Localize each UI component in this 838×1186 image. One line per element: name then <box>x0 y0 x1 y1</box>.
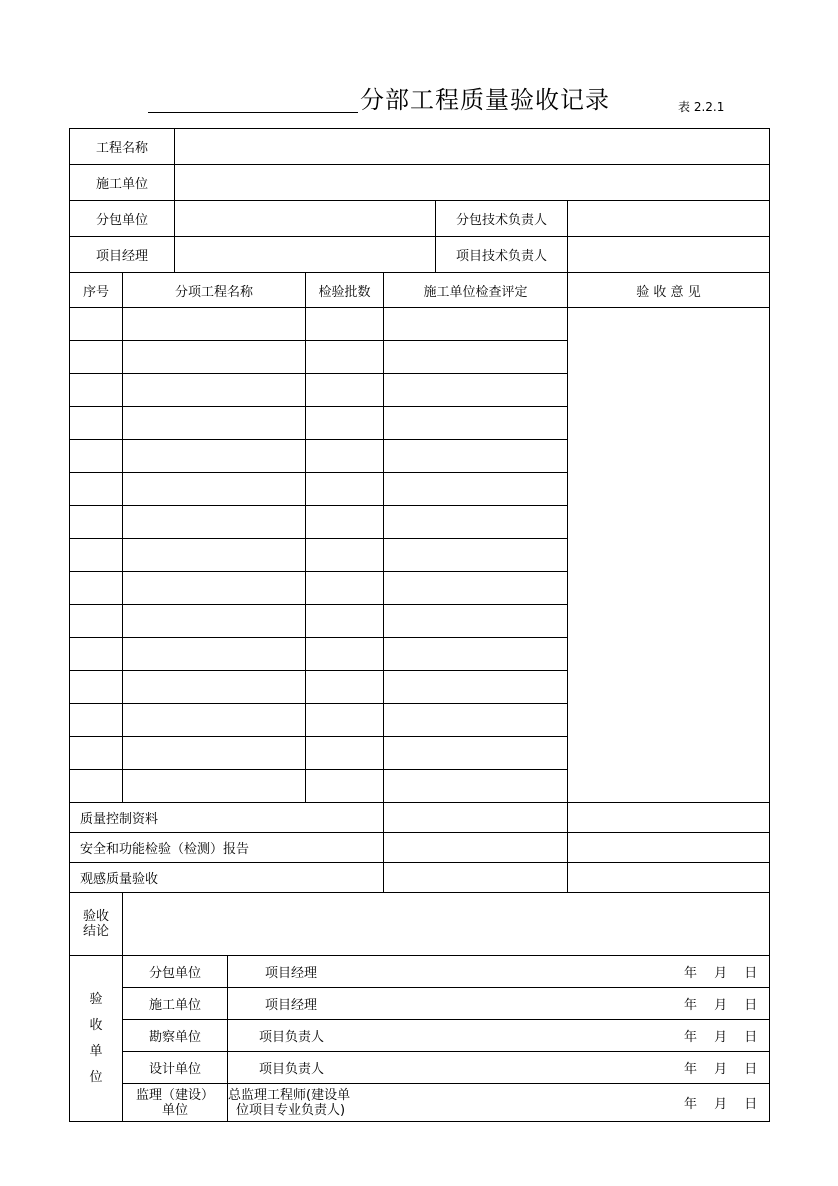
row-13-seq-cell[interactable] <box>70 704 122 736</box>
row-1-seq-cell[interactable] <box>70 308 122 340</box>
row-15-batch-count-cell[interactable] <box>306 770 383 802</box>
row-14-batch-count-cell[interactable] <box>306 737 383 769</box>
row-11-unit-evaluation-cell[interactable] <box>384 638 567 670</box>
row-10-item-name-cell[interactable] <box>123 605 305 637</box>
row-10-batch-count-cell[interactable] <box>306 605 383 637</box>
row-11-item-name-cell[interactable] <box>123 638 305 670</box>
conclusion-label-line2: 结论 <box>82 924 109 939</box>
row-5-seq-cell[interactable] <box>70 440 122 472</box>
project-tech-lead-field[interactable] <box>568 237 769 272</box>
unit-row-2-role: 项目经理 <box>265 998 318 1013</box>
subcontract-unit-label: 分包单位 <box>95 213 148 228</box>
project-manager-field[interactable] <box>175 237 435 272</box>
row-3-batch-count-cell[interactable] <box>306 374 383 406</box>
supervision-role <box>228 1084 358 1121</box>
unit-row-2-date[interactable]: 年 月 日 <box>684 998 758 1013</box>
acceptance-units-char-1: 验 <box>89 991 103 1007</box>
header-item-name: 分项工程名称 <box>174 284 253 300</box>
row-10-seq-cell[interactable] <box>70 605 122 637</box>
subcontract-tech-lead-field[interactable] <box>568 201 769 236</box>
row-9-batch-count-cell[interactable] <box>306 572 383 604</box>
quality-control-docs-opinion[interactable] <box>568 803 769 832</box>
conclusion-label-line1: 验收 <box>82 909 109 924</box>
row-2-batch-count-cell[interactable] <box>306 341 383 373</box>
row-5-item-name-cell[interactable] <box>123 440 305 472</box>
row-13-batch-count-cell[interactable] <box>306 704 383 736</box>
row-7-batch-count-cell[interactable] <box>306 506 383 538</box>
row-1-batch-count-cell[interactable] <box>306 308 383 340</box>
row-9-unit-evaluation-cell[interactable] <box>384 572 567 604</box>
conclusion-field[interactable] <box>123 893 769 955</box>
supervision-role-line2: 位项目专业负责人) <box>236 1102 346 1118</box>
row-1-unit-evaluation-cell[interactable] <box>384 308 567 340</box>
header-unit-evaluation: 施工单位检查评定 <box>423 284 528 300</box>
page-title: 分部工程质量验收记录 <box>360 86 610 114</box>
acceptance-units-char-3: 单 <box>89 1043 103 1059</box>
appearance-quality-evaluation[interactable] <box>384 863 567 892</box>
unit-row-2-name: 施工单位 <box>148 998 201 1013</box>
unit-row-4-date[interactable]: 年 月 日 <box>684 1062 758 1077</box>
row-9-item-name-cell[interactable] <box>123 572 305 604</box>
row-6-batch-count-cell[interactable] <box>306 473 383 505</box>
row-6-unit-evaluation-cell[interactable] <box>384 473 567 505</box>
row-4-seq-cell[interactable] <box>70 407 122 439</box>
row-12-batch-count-cell[interactable] <box>306 671 383 703</box>
row-14-seq-cell[interactable] <box>70 737 122 769</box>
row-4-batch-count-cell[interactable] <box>306 407 383 439</box>
header-batch-count: 检验批数 <box>318 284 371 300</box>
project-name-label: 工程名称 <box>95 141 148 156</box>
construction-unit-field[interactable] <box>175 165 769 200</box>
supervision-role-line1: 总监理工程师(建设单 <box>228 1087 351 1103</box>
row-12-unit-evaluation-cell[interactable] <box>384 671 567 703</box>
row-13-unit-evaluation-cell[interactable] <box>384 704 567 736</box>
row-5-unit-evaluation-cell[interactable] <box>384 440 567 472</box>
unit-row-3-role: 项目负责人 <box>259 1030 325 1045</box>
project-manager-label: 项目经理 <box>95 249 148 264</box>
header-seq: 序号 <box>82 284 109 300</box>
conclusion-label <box>70 893 122 955</box>
row-14-unit-evaluation-cell[interactable] <box>384 737 567 769</box>
construction-unit-label: 施工单位 <box>95 177 148 192</box>
row-8-unit-evaluation-cell[interactable] <box>384 539 567 571</box>
row-12-seq-cell[interactable] <box>70 671 122 703</box>
supervision-date[interactable]: 年 月 日 <box>684 1097 758 1112</box>
row-1-item-name-cell[interactable] <box>123 308 305 340</box>
row-3-unit-evaluation-cell[interactable] <box>384 374 567 406</box>
appearance-quality-opinion[interactable] <box>568 863 769 892</box>
acceptance-opinion-field[interactable] <box>568 308 769 802</box>
row-7-item-name-cell[interactable] <box>123 506 305 538</box>
row-3-seq-cell[interactable] <box>70 374 122 406</box>
row-8-batch-count-cell[interactable] <box>306 539 383 571</box>
acceptance-units-label <box>70 956 122 1121</box>
quality-control-docs-evaluation[interactable] <box>384 803 567 832</box>
unit-row-1-name: 分包单位 <box>148 966 201 981</box>
project-name-field[interactable] <box>175 129 769 164</box>
appearance-quality-label: 观感质量验收 <box>80 872 159 887</box>
row-10-unit-evaluation-cell[interactable] <box>384 605 567 637</box>
supervision-unit-line2: 单位 <box>161 1102 188 1118</box>
unit-row-1-date[interactable]: 年 月 日 <box>684 966 758 981</box>
row-4-unit-evaluation-cell[interactable] <box>384 407 567 439</box>
row-15-item-name-cell[interactable] <box>123 770 305 802</box>
unit-row-4-name: 设计单位 <box>148 1062 201 1077</box>
row-7-seq-cell[interactable] <box>70 506 122 538</box>
unit-row-1-role: 项目经理 <box>265 966 318 981</box>
unit-row-3-name: 勘察单位 <box>148 1030 201 1045</box>
form-code: 表 2.2.1 <box>678 100 725 114</box>
quality-control-docs-label: 质量控制资料 <box>80 812 159 827</box>
row-9-seq-cell[interactable] <box>70 572 122 604</box>
row-6-item-name-cell[interactable] <box>123 473 305 505</box>
row-6-seq-cell[interactable] <box>70 473 122 505</box>
row-11-seq-cell[interactable] <box>70 638 122 670</box>
row-8-item-name-cell[interactable] <box>123 539 305 571</box>
row-13-item-name-cell[interactable] <box>123 704 305 736</box>
row-14-item-name-cell[interactable] <box>123 737 305 769</box>
row-12-item-name-cell[interactable] <box>123 671 305 703</box>
subcontract-tech-lead-label: 分包技术负责人 <box>455 213 547 228</box>
row-2-item-name-cell[interactable] <box>123 341 305 373</box>
unit-row-4-role: 项目负责人 <box>259 1062 325 1077</box>
row-4-item-name-cell[interactable] <box>123 407 305 439</box>
row-2-unit-evaluation-cell[interactable] <box>384 341 567 373</box>
row-5-batch-count-cell[interactable] <box>306 440 383 472</box>
supervision-unit-line1: 监理（建设） <box>135 1087 214 1103</box>
row-8-seq-cell[interactable] <box>70 539 122 571</box>
subcontract-unit-field[interactable] <box>175 201 435 236</box>
acceptance-units-char-2: 收 <box>89 1017 103 1033</box>
safety-function-report-evaluation[interactable] <box>384 833 567 862</box>
header-acceptance-opinion: 验 收 意 见 <box>636 284 701 300</box>
project-tech-lead-label: 项目技术负责人 <box>455 249 547 264</box>
unit-row-3-date[interactable]: 年 月 日 <box>684 1030 758 1045</box>
safety-function-report-label: 安全和功能检验（检测）报告 <box>80 842 250 857</box>
supervision-unit-name <box>123 1084 227 1121</box>
row-11-batch-count-cell[interactable] <box>306 638 383 670</box>
row-15-unit-evaluation-cell[interactable] <box>384 770 567 802</box>
row-3-item-name-cell[interactable] <box>123 374 305 406</box>
acceptance-units-char-4: 位 <box>89 1069 103 1085</box>
safety-function-report-opinion[interactable] <box>568 833 769 862</box>
row-15-seq-cell[interactable] <box>70 770 122 802</box>
row-2-seq-cell[interactable] <box>70 341 122 373</box>
row-7-unit-evaluation-cell[interactable] <box>384 506 567 538</box>
